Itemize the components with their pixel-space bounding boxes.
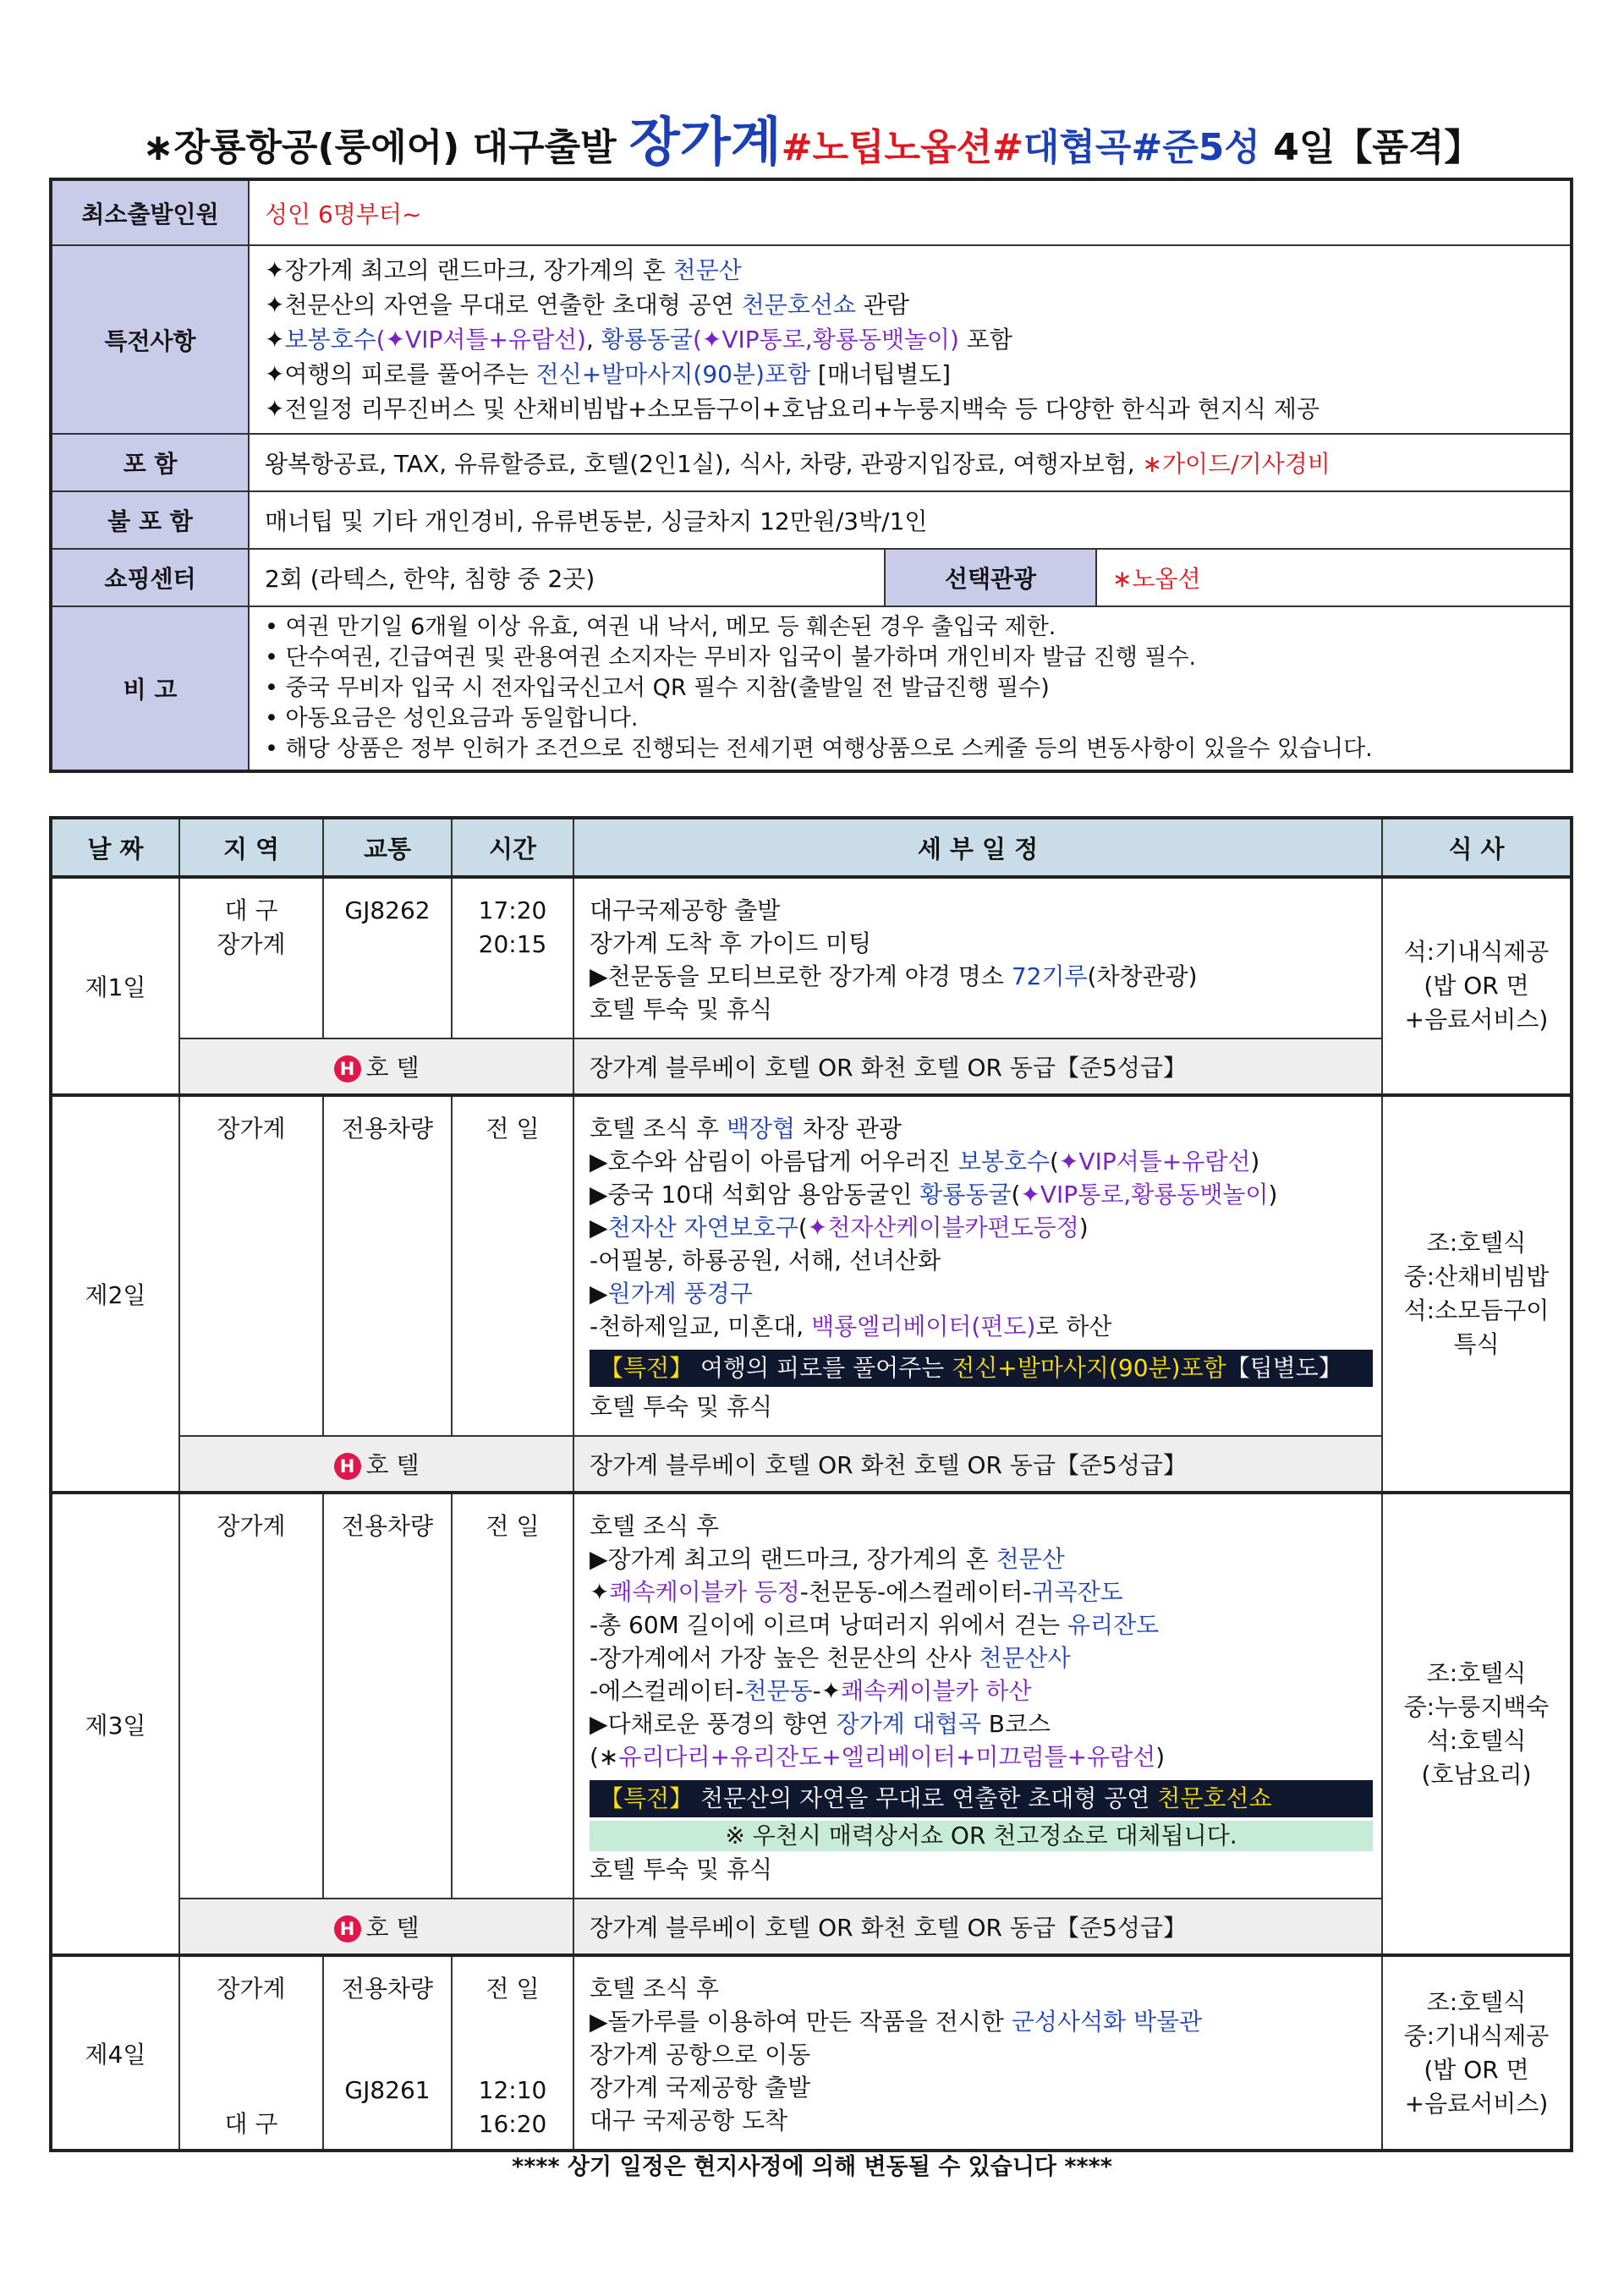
time-cell-line: 16:20 (478, 2110, 547, 2138)
region-cell-line: 대 구 (224, 2110, 278, 2138)
region-cell-line (181, 2074, 321, 2107)
detail-line (590, 1608, 1373, 1641)
text-segment: ( (1011, 1181, 1021, 1208)
footer-notice: **** 상기 일정은 현지사정에 의해 변동될 수 있습니다 **** (512, 2154, 1112, 2180)
transport-cell (323, 1955, 452, 2151)
text-segment: 원가계 풍경구 (607, 1280, 753, 1307)
text-segment: -어필봉, 하룡공원, 서해, 선녀산화 (590, 1247, 941, 1274)
detail-line (590, 1510, 1373, 1543)
time-cell-line: 전 일 (486, 1512, 540, 1540)
text-segment: ✦천자산케이블카편도등정 (807, 1214, 1079, 1241)
detail-cell (573, 1493, 1382, 1899)
meal-cell (1382, 1955, 1572, 2151)
text-segment: 72기루 (1011, 962, 1088, 990)
header-transport: 교통 (323, 818, 452, 877)
region-cell-line: 대 구 (224, 896, 278, 924)
exclude-value: 매너팁 및 기타 개인경비, 유류변동분, 싱글차지 12만원/3박/1인 (249, 491, 1572, 549)
text-segment: -장가계에서 가장 높은 천문산의 산사 (590, 1644, 979, 1672)
detail-line (590, 1543, 1373, 1575)
detail-line (590, 1740, 1373, 1773)
text-segment: 차장 관광 (795, 1115, 903, 1143)
include-text: 왕복항공료, TAX, 유류할증료, 호텔(2인1실), 식사, 차량, 관광지입장료, 여행자보험, (265, 450, 1143, 478)
text-segment: ( (798, 1214, 808, 1241)
meal-line: 석:기내식제공 (1403, 938, 1550, 966)
option-label: 선택관광 (885, 549, 1096, 606)
text-segment: 천문산 (672, 256, 742, 284)
text-segment: [매너팁별도] (810, 360, 952, 388)
text-segment: B코스 (980, 1710, 1051, 1738)
region-cell-line: 장가계 (217, 1512, 286, 1540)
text-segment: 보봉호수 (284, 326, 376, 353)
region-cell (179, 1095, 323, 1436)
text-segment: 장가계 대협곡 (836, 1710, 981, 1738)
text-segment: ▶호수와 삼림이 아름답게 어우러진 (590, 1148, 958, 1175)
text-segment: 보봉호수 (957, 1148, 1051, 1175)
transport-cell-line (325, 2040, 450, 2074)
itinerary-table (49, 816, 1573, 2152)
hotel-h-icon: H (334, 1453, 361, 1480)
text-segment: 쾌속케이블카 등정 (609, 1578, 800, 1606)
shopping-value: 2회 (라텍스, 한약, 침향 중 2곳) (249, 549, 885, 606)
exclude-label: 불 포 함 (51, 491, 249, 549)
text-segment: 호텔 투숙 및 휴식 (590, 1393, 773, 1421)
title-notip: #노팁노옵션# (781, 126, 1023, 169)
transport-cell-line (325, 2006, 450, 2040)
hotel-row (51, 1899, 1572, 1955)
text-segment: ▶ (590, 1280, 608, 1307)
day-label: 제3일 (51, 1493, 179, 1955)
hotel-h-icon: H (334, 1915, 361, 1943)
shopping-label: 쇼핑센터 (51, 549, 249, 606)
detail-line (590, 960, 1373, 993)
detail-line (590, 2071, 1373, 2104)
day-label: 제1일 (51, 877, 179, 1095)
remark-label: 비 고 (51, 606, 249, 771)
header-date: 날 짜 (51, 818, 179, 877)
special-item (265, 322, 1555, 357)
promo-highlight: 전신+발마사지(90분)포함 (952, 1354, 1226, 1382)
special-item (265, 288, 1555, 322)
text-segment: ✦장가계 최고의 랜드마크, 장가계의 혼 (265, 256, 673, 284)
region-cell (179, 1955, 323, 2151)
text-segment: -천문동-에스컬레이터- (799, 1578, 1032, 1606)
detail-line (590, 1112, 1373, 1145)
meal-line: 특식 (1453, 1330, 1500, 1358)
promo-tag: 【특전】 (600, 1354, 694, 1382)
meal-line: 중:누룽지백숙 (1403, 1692, 1550, 1721)
remark-item: • 중국 무비자 입국 시 전자입국신고서 QR 필수 지참(출발일 전 발급진행 필수) (265, 675, 1050, 701)
detail-line (590, 1211, 1373, 1244)
text-segment: 황룡동굴 (601, 326, 693, 353)
transport-cell (323, 1095, 452, 1436)
text-segment: 천문호선쇼 (741, 291, 856, 319)
option-value: ∗노옵션 (1096, 549, 1572, 606)
detail-line (590, 1707, 1373, 1740)
time-cell-line: 전 일 (486, 1975, 540, 2003)
text-segment: ✦VIP셔틀+유람선 (1058, 1148, 1251, 1175)
text-segment: -✦ (812, 1677, 842, 1705)
text-segment: ✦전일정 리무진버스 및 산채비빔밥+소모듬구이+호남요리+누룽지백숙 등 다양한 한식과 현지식 제공 (265, 395, 1320, 423)
hotel-name: 장가계 블루베이 호텔 OR 화천 호텔 OR 동급【준5성급】 (573, 1899, 1382, 1955)
time-cell (452, 1095, 573, 1436)
title-duration: 4일【품격】 (1259, 126, 1482, 169)
meal-cell (1382, 1493, 1572, 1955)
time-cell (452, 1493, 573, 1899)
time-cell-line: 17:20 (478, 896, 547, 924)
time-cell-line: 20:15 (478, 930, 547, 958)
day-row (51, 1095, 1572, 1436)
region-cell-line: 장가계 (217, 930, 286, 958)
meal-cell (1382, 877, 1572, 1095)
text-segment: ) (1078, 1214, 1089, 1241)
detail-line (590, 1972, 1373, 2005)
header-region: 지 역 (179, 818, 323, 877)
region-cell-line: 장가계 (217, 1975, 286, 2003)
meal-line: +음료서비스) (1404, 2089, 1549, 2118)
text-segment: -에스컬레이터- (590, 1677, 744, 1705)
special-list (249, 245, 1572, 434)
time-cell-line (453, 2006, 572, 2040)
text-segment: ▶ (590, 1214, 608, 1241)
meal-line: 중:산채비빔밥 (1403, 1263, 1550, 1290)
title-airline: ∗장룡항공(룽에어) 대구출발 (142, 126, 629, 169)
hotel-row (51, 1436, 1572, 1493)
hotel-label-text: 호 텔 (365, 1914, 420, 1942)
text-segment: 백장협 (726, 1115, 796, 1143)
promo-highlight: 천문호선쇼 (1157, 1784, 1272, 1812)
text-segment: 쾌속케이블카 하산 (841, 1677, 1032, 1705)
promo-text: 천문산의 자연을 무대로 연출한 초대형 공연 (693, 1784, 1158, 1812)
text-segment: ✦천문산의 자연을 무대로 연출한 초대형 공연 (265, 291, 742, 319)
meal-line: (밥 OR 면 (1424, 972, 1529, 1000)
promo-tag: 【특전】 (600, 1784, 694, 1812)
hotel-label-text: 호 텔 (365, 1054, 420, 1082)
text-segment: 호텔 조식 후 (590, 1975, 720, 2003)
header-time: 시간 (452, 818, 573, 877)
promo-banner (590, 1780, 1373, 1817)
meal-line: (밥 OR 면 (1424, 2055, 1529, 2084)
region-cell-line: 장가계 (217, 1115, 286, 1143)
text-segment: 황룡동굴 (919, 1181, 1012, 1208)
transport-cell-line: 전용차량 (341, 1975, 434, 2003)
detail-line (590, 1674, 1373, 1707)
text-segment: ▶중국 10대 석회암 용암동굴인 (590, 1181, 920, 1208)
text-segment: ✦ (590, 1578, 610, 1606)
min-people-value: 성인 6명부터~ (249, 179, 1572, 245)
day-label: 제4일 (51, 1955, 179, 2151)
meal-cell (1382, 1095, 1572, 1493)
text-segment: 포함 (958, 326, 1012, 353)
hotel-label (179, 1899, 573, 1955)
text-segment: 천자산 자연보호구 (607, 1214, 798, 1241)
text-segment: 호텔 투숙 및 휴식 (590, 1855, 773, 1883)
header-meal: 식 사 (1382, 818, 1572, 877)
transport-cell-line: 전용차량 (341, 1115, 434, 1143)
transport-cell-line: 전용차량 (341, 1512, 434, 1540)
detail-cell (573, 877, 1382, 1038)
detail-line (590, 993, 1373, 1026)
text-segment: 호텔 조식 후 (590, 1115, 727, 1143)
text-segment: ▶돌가루를 이용하여 만든 작품을 전시한 (590, 2008, 1012, 2036)
detail-line (590, 1575, 1373, 1608)
hotel-name: 장가계 블루베이 호텔 OR 화천 호텔 OR 동급【준5성급】 (573, 1436, 1382, 1493)
hotel-name: 장가계 블루베이 호텔 OR 화천 호텔 OR 동급【준5성급】 (573, 1038, 1382, 1095)
text-segment: 관람 (855, 291, 909, 319)
promo-banner (590, 1350, 1373, 1387)
text-segment: , (585, 326, 601, 353)
text-segment: -천하제일교, 미혼대, (590, 1312, 812, 1340)
page-title (0, 108, 1624, 182)
title-canyon: 대협곡#준5성 (1023, 126, 1260, 169)
time-cell-line: 12:10 (478, 2076, 547, 2104)
text-segment: 장가계 도착 후 가이드 미팅 (590, 929, 872, 957)
tour-info-table (49, 178, 1573, 773)
detail-line (590, 1145, 1373, 1178)
text-segment: ✦VIP통로,황룡동뱃놀이 (1020, 1181, 1269, 1208)
special-item (265, 357, 1555, 392)
text-segment: ) (1268, 1181, 1278, 1208)
day-row (51, 1955, 1572, 2151)
text-segment: 천문산사 (979, 1644, 1071, 1672)
include-value (249, 434, 1572, 491)
text-segment: 장가계 국제공항 출발 (590, 2074, 811, 2101)
remark-item: • 해당 상품은 정부 인허가 조건으로 진행되는 전세기편 여행상품으로 스케줄 등의 변동사항이 있을수 있습니다. (265, 736, 1373, 762)
detail-line (590, 894, 1373, 927)
text-segment: 호텔 투숙 및 휴식 (590, 995, 773, 1023)
detail-line (590, 1244, 1373, 1277)
detail-line (590, 927, 1373, 960)
rain-note: ※ 우천시 매력상서쇼 OR 천고정쇼로 대체됩니다. (590, 1821, 1373, 1851)
special-item (265, 392, 1555, 426)
text-segment: ( (1050, 1148, 1059, 1175)
text-segment: ▶장가계 최고의 랜드마크, 장가계의 혼 (590, 1545, 996, 1573)
transport-cell (323, 1493, 452, 1899)
text-segment: 전신+발마사지(90분)포함 (535, 360, 811, 388)
include-guide-fee: ∗가이드/기사경비 (1142, 450, 1330, 478)
time-cell (452, 877, 573, 1038)
day-row (51, 1493, 1572, 1899)
detail-line (590, 2104, 1373, 2137)
detail-line (590, 1310, 1373, 1343)
transport-cell-line: GJ8262 (344, 896, 431, 924)
hotel-label-text: 호 텔 (365, 1451, 420, 1479)
transport-cell-line: GJ8261 (344, 2076, 431, 2104)
detail-line (590, 2005, 1373, 2038)
text-segment: 귀곡잔도 (1031, 1578, 1123, 1606)
text-segment: 호텔 조식 후 (590, 1512, 720, 1540)
day-label: 제2일 (51, 1095, 179, 1493)
meal-line: +음료서비스) (1404, 1006, 1549, 1033)
text-segment: -총 60M 길이에 이르며 낭떠러지 위에서 걷는 (590, 1611, 1067, 1639)
region-cell (179, 877, 323, 1038)
include-label: 포 함 (51, 434, 249, 491)
time-cell-line: 전 일 (486, 1115, 540, 1143)
remark-item: • 단수여권, 긴급여권 및 관용여권 소지자는 무비자 입국이 불가하며 개인비자 발급 진행 필수. (265, 644, 1197, 671)
text-segment: ▶다채로운 풍경의 향연 (590, 1710, 837, 1738)
hotel-label (179, 1436, 573, 1493)
transport-cell-line (325, 2107, 450, 2141)
text-segment: (차창관광) (1087, 962, 1198, 990)
detail-line (590, 1277, 1373, 1310)
detail-cell (573, 1095, 1382, 1436)
special-label: 특전사항 (51, 245, 249, 434)
header-detail: 세 부 일 정 (573, 818, 1382, 877)
text-segment: 유리다리+유리잔도+엘리베이터+미끄럼틀+유람선 (618, 1743, 1156, 1771)
remark-list (249, 606, 1572, 771)
remark-item: • 여권 만기일 6개월 이상 유효, 여권 내 낙서, 메모 등 훼손된 경우 출입국 제한. (265, 614, 1056, 640)
detail-line (590, 1178, 1373, 1211)
region-cell-line (181, 2040, 321, 2074)
text-segment: 천문산 (996, 1545, 1065, 1573)
transport-cell (323, 877, 452, 1038)
meal-line: 조:호텔식 (1426, 1987, 1527, 2016)
text-segment: 장가계 공항으로 이동 (590, 2041, 811, 2069)
text-segment: ) (1250, 1148, 1260, 1175)
time-cell-line (453, 2040, 572, 2074)
detail-line (590, 1853, 1373, 1886)
promo-text: 여행의 피로를 풀어주는 (693, 1354, 952, 1382)
hotel-label (179, 1038, 573, 1095)
meal-line: 석:호텔식 (1426, 1726, 1527, 1755)
text-segment: (∗ (590, 1743, 619, 1771)
text-segment: 백룡엘리베이터(편도) (811, 1312, 1036, 1340)
text-segment: 대구 국제공항 도착 (590, 2107, 788, 2134)
detail-line (590, 1390, 1373, 1423)
region-cell (179, 1493, 323, 1899)
text-segment: (✦VIP셔틀+유람선) (376, 326, 586, 353)
text-segment: ) (1155, 1743, 1166, 1771)
remark-item: • 아동요금은 성인요금과 동일합니다. (265, 705, 639, 732)
detail-line (590, 1641, 1373, 1674)
text-segment: ▶천문동을 모티브로한 장가계 야경 명소 (590, 962, 1012, 990)
text-segment: (✦VIP통로,황룡동뱃놀이) (693, 326, 959, 353)
text-segment: 대구국제공항 출발 (590, 896, 781, 924)
promo-tail: 【팁별도】 (1226, 1354, 1342, 1382)
day-row (51, 877, 1572, 1038)
detail-line (590, 2038, 1373, 2071)
meal-line: (호남요리) (1421, 1760, 1532, 1789)
text-segment: ✦ (265, 326, 285, 353)
text-segment: 천문동 (743, 1677, 813, 1705)
detail-cell (573, 1955, 1382, 2151)
meal-line: 석:소모듬구이 (1403, 1296, 1550, 1324)
text-segment: 유리잔도 (1067, 1611, 1160, 1639)
meal-line: 조:호텔식 (1426, 1658, 1527, 1687)
special-item (265, 253, 1555, 288)
text-segment: 로 하산 (1035, 1312, 1112, 1340)
title-destination: 장가계 (628, 111, 782, 173)
hotel-h-icon: H (334, 1055, 361, 1082)
time-cell (452, 1955, 573, 2151)
meal-line: 중:기내식제공 (1403, 2021, 1550, 2050)
text-segment: 군성사석화 박물관 (1011, 2008, 1203, 2036)
hotel-row (51, 1038, 1572, 1095)
text-segment: ✦여행의 피로를 풀어주는 (265, 360, 536, 388)
region-cell-line (181, 2006, 321, 2040)
min-people-label: 최소출발인원 (51, 179, 249, 245)
meal-line: 조:호텔식 (1426, 1229, 1527, 1257)
